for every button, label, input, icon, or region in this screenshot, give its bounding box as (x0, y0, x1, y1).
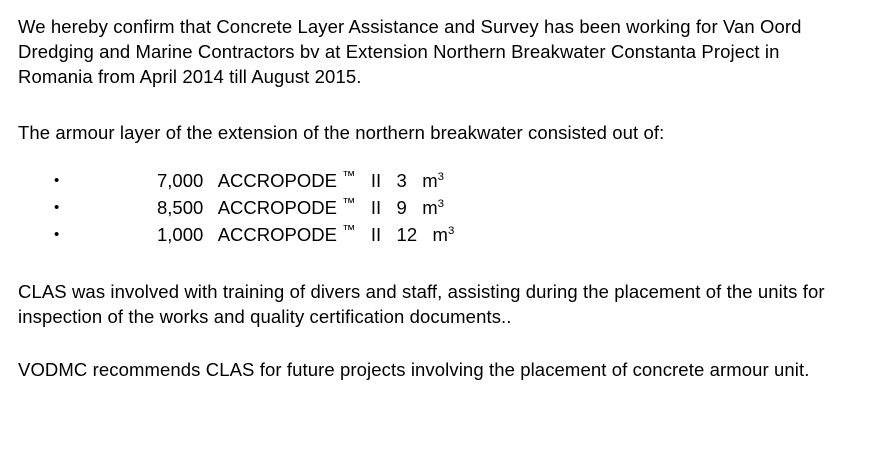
bullet-spacer (386, 197, 391, 218)
bullet-unit: m (432, 224, 448, 245)
paragraph-involvement: CLAS was involved with training of divers and staff, assisting during the placement of the units for inspection of the works and quality certification documents.. (18, 281, 825, 327)
bullet-product: ACCROPODE (217, 170, 337, 191)
bullet-spacer (361, 224, 366, 245)
list-item (18, 167, 856, 194)
bullet-marker: • (54, 226, 60, 243)
bullet-spacer (422, 224, 427, 245)
bullet-spacer (208, 197, 213, 218)
bullet-exponent: 3 (437, 170, 445, 183)
trademark-icon: ™ (342, 221, 356, 237)
bullet-quantity: 8,500 (157, 197, 204, 218)
paragraph-recommendation: VODMC recommends CLAS for future projects involving the placement of concrete armour unit. (18, 359, 810, 380)
bullet-marker: • (54, 172, 60, 189)
bullet-spacer (208, 170, 213, 191)
list-item (18, 221, 856, 248)
bullet-spacer (208, 224, 213, 245)
bullet-exponent: 3 (437, 197, 445, 210)
trademark-icon: ™ (342, 194, 356, 210)
bullet-product: ACCROPODE (217, 197, 337, 218)
bullet-marker: • (54, 199, 60, 216)
accropode-quantity-list (18, 167, 856, 248)
bullet-spacer (412, 197, 417, 218)
bullet-quantity: 7,000 (157, 170, 204, 191)
bullet-unit: m (422, 170, 438, 191)
bullet-spacer (361, 197, 366, 218)
bullet-unit: m (422, 197, 438, 218)
spacer (18, 329, 856, 357)
paragraph-armour-intro: The armour layer of the extension of the northern breakwater consisted out of: (18, 122, 665, 143)
bullet-model: II (370, 170, 382, 191)
spacer (18, 145, 856, 167)
spacer (18, 89, 856, 120)
list-item (18, 194, 856, 221)
bullet-spacer (412, 170, 417, 191)
paragraph-confirmation: We hereby confirm that Concrete Layer Assistance and Survey has been working for Van Oord Dredging and Marine Contractors bv at Extension Northern Breakwater Constanta Project in Romania from April 2014 till August 2015. (18, 16, 802, 87)
trademark-icon: ™ (342, 167, 356, 183)
bullet-volume: 3 (396, 170, 407, 191)
bullet-spacer (386, 170, 391, 191)
bullet-exponent: 3 (447, 224, 455, 237)
bullet-model: II (370, 224, 382, 245)
bullet-product: ACCROPODE (217, 224, 337, 245)
spacer (18, 248, 856, 279)
bullet-model: II (370, 197, 382, 218)
bullet-spacer (361, 170, 366, 191)
bullet-volume: 12 (396, 224, 418, 245)
bullet-volume: 9 (396, 197, 407, 218)
bullet-spacer (386, 224, 391, 245)
bullet-quantity: 1,000 (157, 224, 204, 245)
